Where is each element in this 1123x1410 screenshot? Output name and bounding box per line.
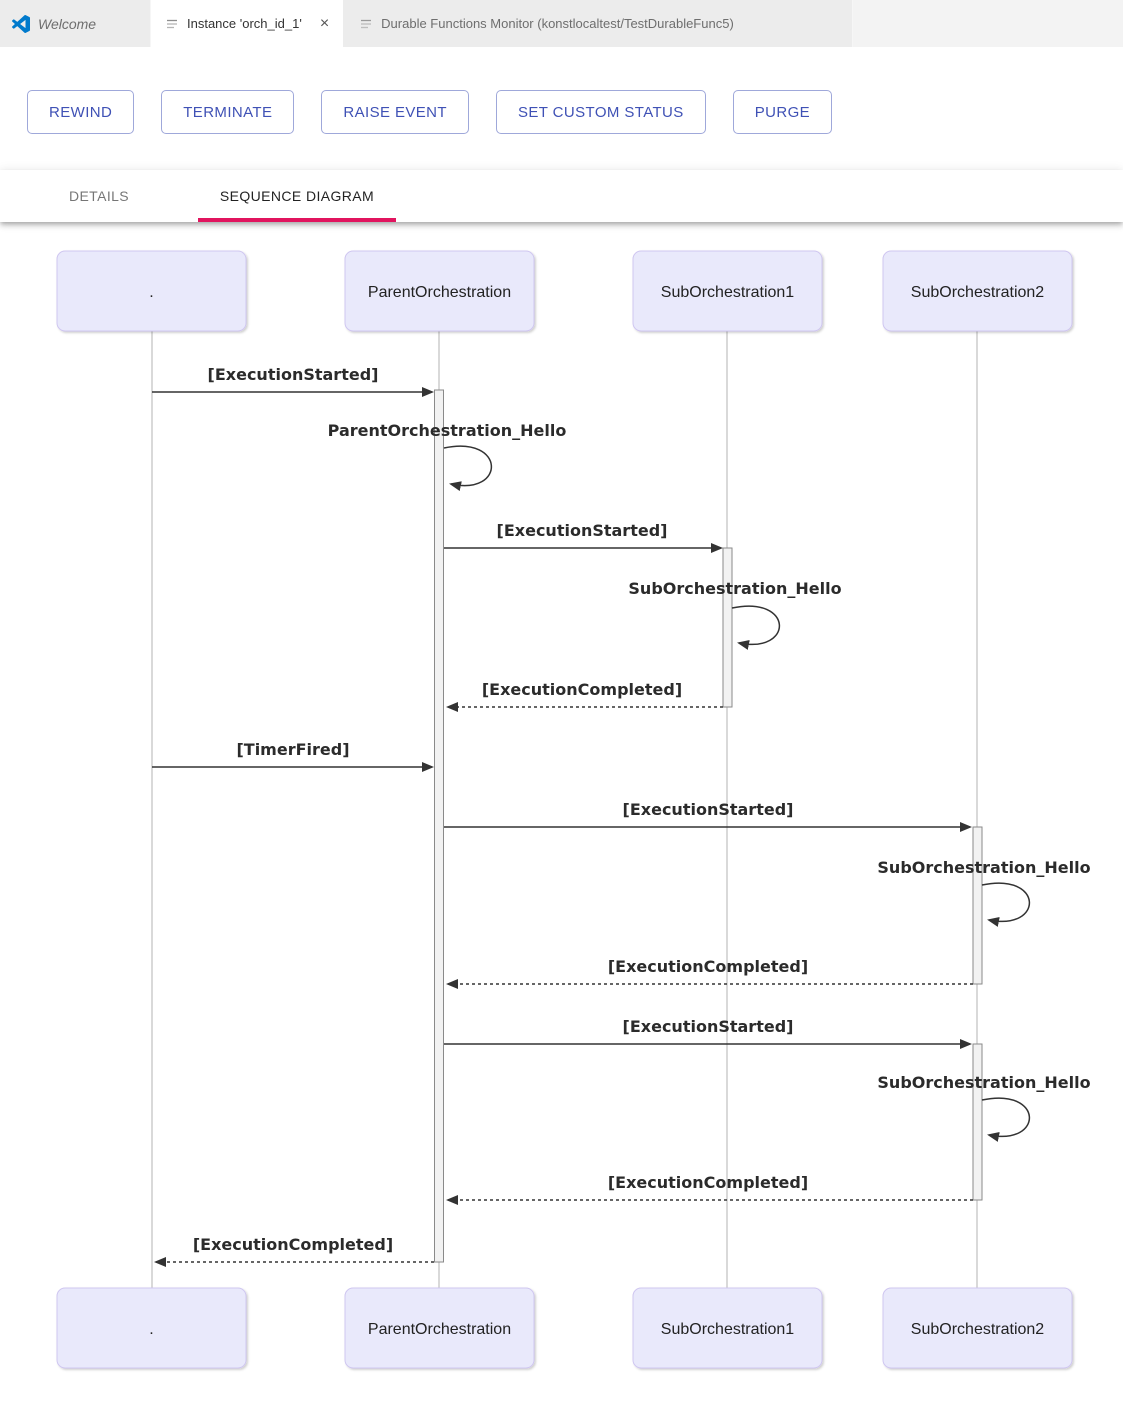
file-lines-icon	[165, 17, 179, 31]
purge-button[interactable]: PURGE	[733, 90, 832, 134]
participant-label: ParentOrchestration	[367, 284, 512, 301]
active-tab-indicator	[198, 218, 396, 222]
participant-bottom-sub-orchestration2	[883, 1288, 1072, 1368]
rewind-button[interactable]: REWIND	[27, 90, 134, 134]
participant-bottom-parent-orchestration	[345, 1288, 534, 1368]
view-tab-bar	[0, 170, 1123, 222]
terminate-button[interactable]: TERMINATE	[161, 90, 294, 134]
participant-bottom-sub-orchestration1	[633, 1288, 822, 1368]
tab-details[interactable]: DETAILS	[68, 188, 130, 204]
activation-sub-orchestration2-first	[973, 827, 982, 984]
editor-tab-instance[interactable]	[151, 0, 343, 47]
message-label: [ExecutionCompleted]	[481, 680, 683, 699]
message-label: SubOrchestration_Hello	[877, 858, 1091, 877]
message-label: SubOrchestration_Hello	[877, 1073, 1091, 1092]
self-message-loop	[732, 606, 779, 644]
editor-tab-dfm[interactable]	[343, 0, 853, 47]
activation-sub-orchestration2-second	[973, 1044, 982, 1200]
participant-top-client	[57, 251, 246, 331]
participant-bottom-client	[57, 1288, 246, 1368]
editor-tab-bar	[0, 0, 1123, 47]
self-message-loop	[444, 446, 491, 485]
participant-label: SubOrchestration2	[910, 1321, 1045, 1338]
message-label: [ExecutionStarted]	[496, 521, 668, 540]
tab-bar-filler	[853, 0, 1123, 47]
tab-sequence-diagram[interactable]: SEQUENCE DIAGRAM	[219, 188, 375, 204]
message-label: ParentOrchestration_Hello	[327, 421, 567, 440]
participant-label: .	[149, 1321, 154, 1338]
participant-top-sub-orchestration2	[883, 251, 1072, 331]
message-label: [ExecutionCompleted]	[192, 1235, 394, 1254]
orchestration-toolbar	[0, 47, 1123, 134]
self-message-loop	[982, 1098, 1029, 1136]
message-label: [ExecutionStarted]	[207, 365, 379, 384]
participant-label: .	[149, 284, 154, 301]
participant-label: SubOrchestration1	[660, 284, 795, 301]
file-lines-icon	[359, 17, 373, 31]
activation-parent-orchestration	[435, 390, 444, 1262]
close-icon[interactable]: ×	[319, 14, 330, 32]
self-message-loop	[982, 883, 1029, 921]
message-label: [ExecutionStarted]	[622, 800, 794, 819]
editor-tab-label: Welcome	[38, 15, 97, 32]
participant-label: ParentOrchestration	[367, 1321, 512, 1338]
participant-top-sub-orchestration1	[633, 251, 822, 331]
participant-label: SubOrchestration1	[660, 1321, 795, 1338]
message-label: SubOrchestration_Hello	[628, 579, 842, 598]
message-label: [ExecutionCompleted]	[607, 1173, 809, 1192]
editor-tab-label: Instance 'orch_id_1'	[187, 16, 302, 31]
message-label: [ExecutionCompleted]	[607, 957, 809, 976]
sequence-diagram	[0, 222, 1123, 1405]
message-label: [ExecutionStarted]	[622, 1017, 794, 1036]
editor-tab-label: Durable Functions Monitor (konstlocaltest/TestDurableFunc5)	[381, 16, 734, 31]
activation-sub-orchestration1	[723, 548, 732, 707]
raise-event-button[interactable]: RAISE EVENT	[321, 90, 469, 134]
set-custom-status-button[interactable]: SET CUSTOM STATUS	[496, 90, 706, 134]
vscode-logo-icon	[12, 15, 30, 33]
participant-top-parent-orchestration	[345, 251, 534, 331]
editor-tab-welcome[interactable]	[0, 0, 151, 47]
participant-label: SubOrchestration2	[910, 284, 1045, 301]
message-label: [TimerFired]	[236, 740, 350, 759]
